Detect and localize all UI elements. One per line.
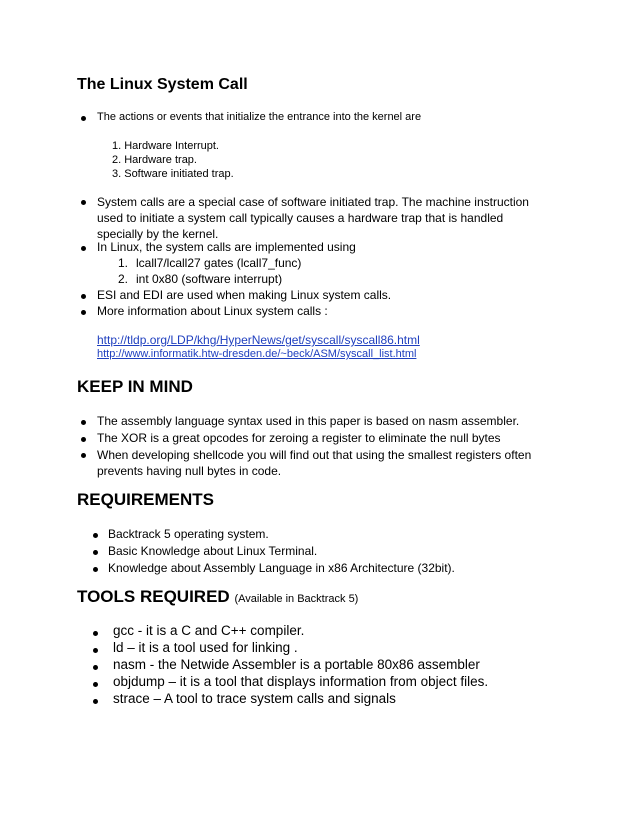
tool-item-strace: strace – A tool to trace system calls and signals xyxy=(113,691,396,706)
implemented-bullet: In Linux, the system calls are implemented using xyxy=(97,240,356,254)
impl-item-1: lcall7/lcall27 gates (lcall7_func) xyxy=(136,256,302,270)
trap-bullet: System calls are a special case of software initiated trap. The machine instruction used to initiate a system call typically causes a hardware trap that is handled specially by the kernel. xyxy=(97,195,529,241)
bullet-dot xyxy=(93,550,98,555)
intro-bullet: The actions or events that initialize the entrance into the kernel are xyxy=(97,111,422,123)
bullet-dot xyxy=(81,437,86,442)
requirements-heading: REQUIREMENTS xyxy=(77,490,214,509)
bullet-dot xyxy=(81,310,86,315)
requirement-item-2: Basic Knowledge about Linux Terminal. xyxy=(108,544,318,558)
more-info-bullet: More information about Linux system calls : xyxy=(97,304,328,318)
bullet-dot xyxy=(81,420,86,425)
bullet-dot xyxy=(93,648,98,653)
tool-item-nasm: nasm - the Netwide Assembler is a portable 80x86 assembler xyxy=(113,657,480,672)
bullet-dot xyxy=(81,200,86,205)
impl-num-2: 2. xyxy=(118,272,129,286)
bullet-dot xyxy=(81,246,86,251)
intro-item-3: 3. Software initiated trap. xyxy=(112,168,234,180)
informatik-link[interactable]: http://www.informatik.htw-dresden.de/~beck/ASM/syscall_list.html xyxy=(97,348,417,360)
keep-item-3: When developing shellcode you will find out that using the smallest registers often prevents having null bytes in code. xyxy=(97,448,532,478)
bullet-dot xyxy=(93,665,98,670)
keep-item-1: The assembly language syntax used in this paper is based on nasm assembler. xyxy=(97,414,520,428)
bullet-dot xyxy=(81,116,86,121)
bullet-dot xyxy=(93,631,98,636)
tool-item-objdump: objdump – it is a tool that displays information from object files. xyxy=(113,674,489,689)
intro-item-1: 1. Hardware Interrupt. xyxy=(112,140,219,152)
keep-in-mind-heading: KEEP IN MIND xyxy=(77,377,193,396)
impl-num-1: 1. xyxy=(118,256,129,270)
bullet-dot xyxy=(81,294,86,299)
tools-heading-text: TOOLS REQUIRED xyxy=(77,587,230,606)
esi-edi-bullet: ESI and EDI are used when making Linux system calls. xyxy=(97,288,392,302)
tldp-link[interactable]: http://tldp.org/LDP/khg/HyperNews/get/syscall/syscall86.html xyxy=(97,333,420,347)
requirement-item-1: Backtrack 5 operating system. xyxy=(108,527,269,541)
tool-item-gcc: gcc - it is a C and C++ compiler. xyxy=(113,623,305,638)
requirement-item-3: Knowledge about Assembly Language in x86 Architecture (32bit). xyxy=(108,561,455,575)
bullet-dot xyxy=(93,533,98,538)
impl-item-2: int 0x80 (software interrupt) xyxy=(136,272,283,286)
bullet-dot xyxy=(93,699,98,704)
intro-item-2: 2. Hardware trap. xyxy=(112,154,197,166)
bullet-dot xyxy=(81,453,86,458)
tools-subheading: (Available in Backtrack 5) xyxy=(234,593,359,605)
tool-item-ld: ld – it is a tool used for linking . xyxy=(113,640,298,655)
keep-item-2: The XOR is a great opcodes for zeroing a register to eliminate the null bytes xyxy=(97,431,501,445)
tools-heading xyxy=(77,587,358,607)
bullet-dot xyxy=(93,567,98,572)
page-title: The Linux System Call xyxy=(77,76,248,93)
bullet-dot xyxy=(93,682,98,687)
